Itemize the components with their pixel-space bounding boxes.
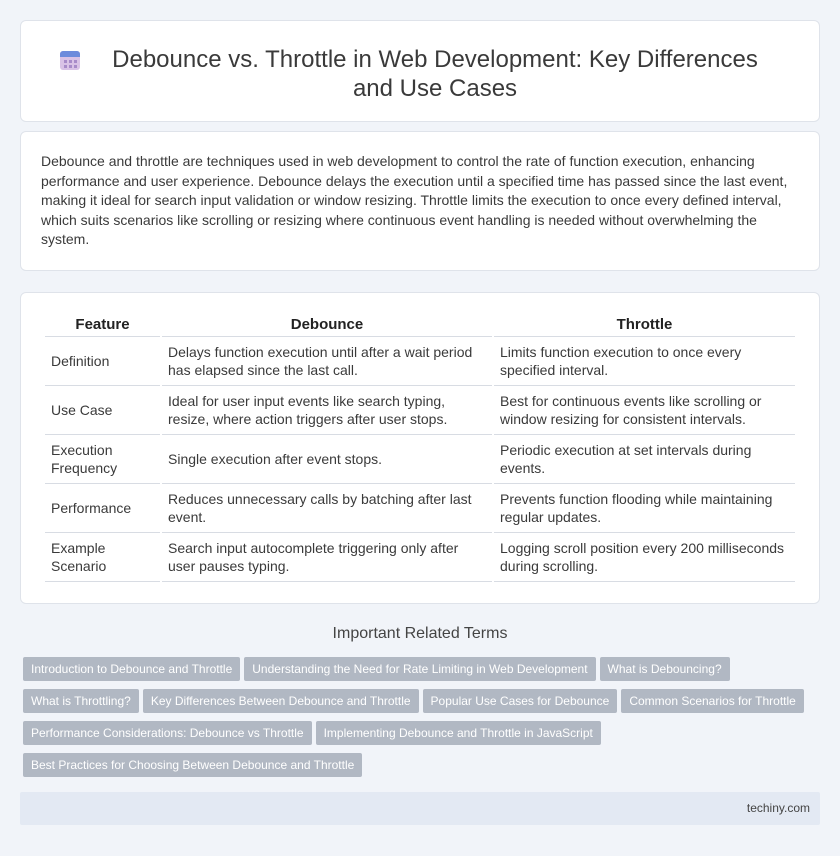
related-terms-list [23,657,813,785]
intro-card [20,131,820,271]
throttle-cell: Periodic execution at set intervals during events. [494,435,795,484]
related-term-tag[interactable]: What is Debouncing? [600,657,730,681]
header-throttle: Throttle [494,313,795,337]
throttle-cell: Prevents function flooding while maintaining regular updates. [494,484,795,533]
related-term-tag[interactable]: What is Throttling? [23,689,139,713]
related-term-tag[interactable]: Best Practices for Choosing Between Debounce and Throttle [23,753,362,777]
debounce-cell: Single execution after event stops. [162,435,492,484]
table-row [45,533,795,582]
throttle-cell: Best for continuous events like scrolling or window resizing for consistent intervals. [494,386,795,435]
related-term-tag[interactable]: Common Scenarios for Throttle [621,689,804,713]
feature-cell: Definition [45,337,160,386]
related-term-tag[interactable]: Performance Considerations: Debounce vs Throttle [23,721,312,745]
intro-paragraph: Debounce and throttle are techniques used in web development to control the rate of function execution, enhancing performance and user experience. Debounce delays the execution until a specified time has passed since the last event, making it ideal for search input validation or window resizing. Throttle limits the execution to once every defined interval, which suits scenarios like scrolling or resizing where continuous event handling is needed without overwhelming the system. [41,153,788,248]
table-row [45,484,795,533]
feature-cell: Example Scenario [45,533,160,582]
feature-cell: Use Case [45,386,160,435]
related-terms-title: Important Related Terms [332,625,508,642]
table-row [45,386,795,435]
related-term-tag[interactable]: Understanding the Need for Rate Limiting in Web Development [244,657,595,681]
throttle-cell: Limits function execution to once every specified interval. [494,337,795,386]
table-header-row [45,313,795,337]
related-term-tag[interactable]: Popular Use Cases for Debounce [423,689,618,713]
debounce-cell: Ideal for user input events like search typing, resize, where action triggers after user stops. [162,386,492,435]
debounce-cell: Delays function execution until after a wait period has elapsed since the last call. [162,337,492,386]
footer-site[interactable]: techiny.com [746,801,810,815]
header-feature: Feature [45,313,160,337]
header-debounce: Debounce [162,313,492,337]
related-term-tag[interactable]: Key Differences Between Debounce and Throttle [143,689,419,713]
related-term-tag[interactable]: Introduction to Debounce and Throttle [23,657,240,681]
throttle-cell: Logging scroll position every 200 milliseconds during scrolling. [494,533,795,582]
feature-cell: Execution Frequency [45,435,160,484]
page-title: Debounce vs. Throttle in Web Development: Key Differences and Use Cases [112,46,758,102]
footer [20,792,820,825]
debounce-cell: Reduces unnecessary calls by batching after last event. [162,484,492,533]
title-card [20,20,820,122]
comparison-table [43,313,797,582]
table-row [45,337,795,386]
feature-cell: Performance [45,484,160,533]
table-row [45,435,795,484]
comparison-card [20,292,820,604]
related-term-tag[interactable]: Implementing Debounce and Throttle in JavaScript [316,721,601,745]
debounce-cell: Search input autocomplete triggering only after user pauses typing. [162,533,492,582]
